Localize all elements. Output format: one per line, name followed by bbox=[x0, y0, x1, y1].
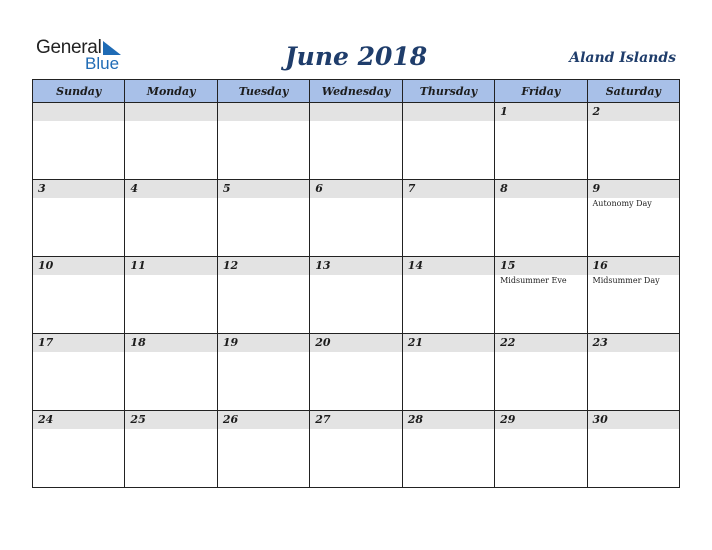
day-number: 23 bbox=[588, 334, 679, 352]
day-cell[interactable] bbox=[402, 180, 494, 257]
day-number bbox=[218, 103, 309, 121]
calendar-body bbox=[33, 103, 680, 488]
day-number: 13 bbox=[310, 257, 401, 275]
day-cell[interactable] bbox=[217, 334, 309, 411]
holiday-label: Autonomy Day bbox=[592, 199, 652, 208]
day-cell[interactable] bbox=[217, 257, 309, 334]
day-number: 22 bbox=[495, 334, 586, 352]
day-cell[interactable] bbox=[587, 334, 679, 411]
day-number bbox=[33, 103, 124, 121]
holiday-label: Midsummer Day bbox=[592, 276, 660, 285]
day-number: 20 bbox=[310, 334, 401, 352]
weekday-sunday: Sunday bbox=[33, 80, 125, 103]
day-number: 30 bbox=[588, 411, 679, 429]
day-number: 6 bbox=[310, 180, 401, 198]
day-cell[interactable] bbox=[402, 103, 494, 180]
day-number: 12 bbox=[218, 257, 309, 275]
day-cell[interactable] bbox=[402, 411, 494, 488]
day-number: 21 bbox=[403, 334, 494, 352]
day-number: 29 bbox=[495, 411, 586, 429]
day-number: 14 bbox=[403, 257, 494, 275]
day-number: 19 bbox=[218, 334, 309, 352]
day-cell[interactable] bbox=[587, 180, 679, 257]
day-number: 8 bbox=[495, 180, 586, 198]
week-row bbox=[33, 411, 680, 488]
holiday-label: Midsummer Eve bbox=[500, 276, 567, 285]
day-cell[interactable] bbox=[402, 257, 494, 334]
day-number: 25 bbox=[125, 411, 216, 429]
day-number: 4 bbox=[125, 180, 216, 198]
day-number: 11 bbox=[125, 257, 216, 275]
month-calendar bbox=[32, 79, 680, 488]
day-cell[interactable] bbox=[125, 103, 217, 180]
day-number: 5 bbox=[218, 180, 309, 198]
day-number: 7 bbox=[403, 180, 494, 198]
day-number: 10 bbox=[33, 257, 124, 275]
day-cell[interactable] bbox=[495, 257, 587, 334]
day-number: 27 bbox=[310, 411, 401, 429]
weekday-header-row bbox=[33, 80, 680, 103]
day-cell[interactable] bbox=[125, 180, 217, 257]
day-cell[interactable] bbox=[587, 103, 679, 180]
logo-blue-text: Blue bbox=[85, 54, 120, 73]
weekday-friday: Friday bbox=[495, 80, 587, 103]
logo-general-text: General bbox=[36, 37, 102, 58]
day-cell[interactable] bbox=[587, 257, 679, 334]
day-cell[interactable] bbox=[495, 103, 587, 180]
day-cell[interactable] bbox=[217, 180, 309, 257]
day-cell[interactable] bbox=[587, 411, 679, 488]
day-cell[interactable] bbox=[310, 257, 402, 334]
day-cell[interactable] bbox=[402, 334, 494, 411]
day-number: 2 bbox=[588, 103, 679, 121]
day-number bbox=[310, 103, 401, 121]
day-cell[interactable] bbox=[310, 411, 402, 488]
weekday-wednesday: Wednesday bbox=[310, 80, 402, 103]
day-cell[interactable] bbox=[310, 334, 402, 411]
calendar-title: June 2018 bbox=[284, 42, 428, 71]
day-cell[interactable] bbox=[33, 180, 125, 257]
day-cell[interactable] bbox=[33, 257, 125, 334]
weekday-tuesday: Tuesday bbox=[217, 80, 309, 103]
day-number: 28 bbox=[403, 411, 494, 429]
day-number: 3 bbox=[33, 180, 124, 198]
day-number: 9 bbox=[588, 180, 679, 198]
day-cell[interactable] bbox=[125, 411, 217, 488]
week-row bbox=[33, 103, 680, 180]
week-row bbox=[33, 257, 680, 334]
day-number: 18 bbox=[125, 334, 216, 352]
day-number: 24 bbox=[33, 411, 124, 429]
day-number: 15 bbox=[495, 257, 586, 275]
day-cell[interactable] bbox=[125, 257, 217, 334]
day-number: 26 bbox=[218, 411, 309, 429]
region-name: Aland Islands bbox=[569, 50, 676, 66]
day-number: 17 bbox=[33, 334, 124, 352]
week-row bbox=[33, 334, 680, 411]
day-number bbox=[403, 103, 494, 121]
day-cell[interactable] bbox=[217, 103, 309, 180]
generalblue-logo bbox=[36, 38, 126, 74]
week-row bbox=[33, 180, 680, 257]
day-cell[interactable] bbox=[495, 334, 587, 411]
day-cell[interactable] bbox=[495, 411, 587, 488]
day-cell[interactable] bbox=[495, 180, 587, 257]
day-cell[interactable] bbox=[125, 334, 217, 411]
day-cell[interactable] bbox=[310, 180, 402, 257]
day-cell[interactable] bbox=[33, 334, 125, 411]
day-number: 16 bbox=[588, 257, 679, 275]
day-cell[interactable] bbox=[217, 411, 309, 488]
weekday-monday: Monday bbox=[125, 80, 217, 103]
day-number bbox=[125, 103, 216, 121]
day-number: 1 bbox=[495, 103, 586, 121]
day-cell[interactable] bbox=[33, 411, 125, 488]
day-cell[interactable] bbox=[310, 103, 402, 180]
day-cell[interactable] bbox=[33, 103, 125, 180]
weekday-thursday: Thursday bbox=[402, 80, 494, 103]
weekday-saturday: Saturday bbox=[587, 80, 679, 103]
